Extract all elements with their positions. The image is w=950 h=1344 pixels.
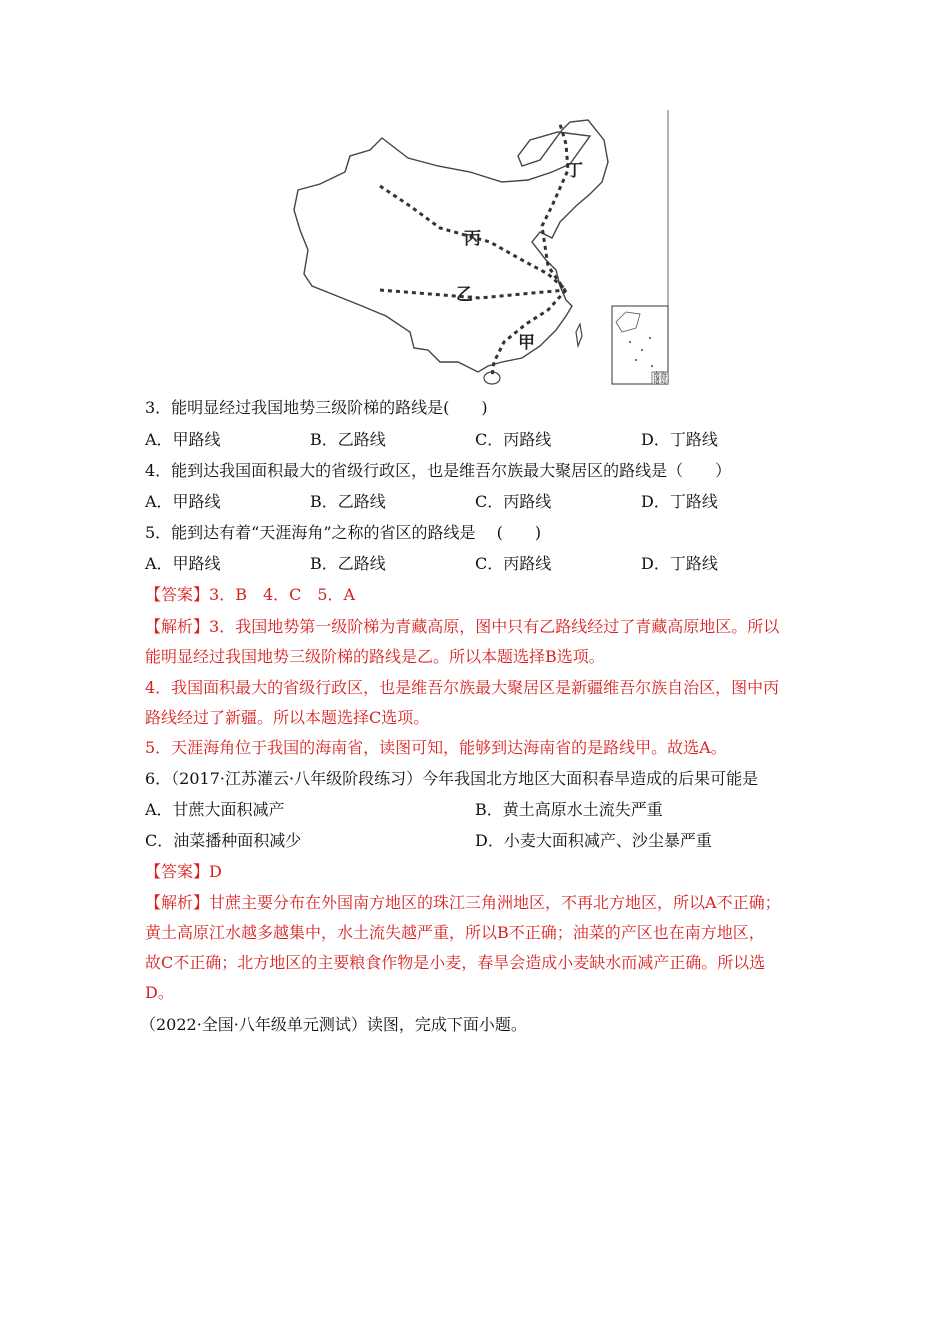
q3-stem: 3．能明显经过我国地势三级阶梯的路线是( )	[145, 398, 488, 417]
q4-option-d: D．丁路线	[641, 492, 718, 511]
route-label-yi: 乙	[456, 285, 473, 305]
analysis-tag: 【解析】	[145, 617, 210, 636]
inset-label-2: 诸岛	[653, 377, 667, 385]
analysis-2-line-1: 【解析】甘蔗主要分布在外国南方地区的珠江三角洲地区，不再北方地区，所以A不正确；	[145, 893, 781, 912]
china-routes-map	[290, 110, 680, 392]
q3-option-b: B．乙路线	[310, 430, 386, 449]
analysis-1-line-5: 5．天涯海角位于我国的海南省，读图可知，能够到达海南省的是路线甲。故选A。	[145, 738, 727, 757]
route-ding	[542, 124, 568, 292]
q5-option-b: B．乙路线	[310, 554, 386, 573]
analysis-2-line-3: 故C不正确；北方地区的主要粮食作物是小麦，春旱会造成小麦缺水而减产正确。所以选	[145, 953, 766, 972]
answer-tag: 【答案】	[145, 585, 210, 604]
answer-tag: 【答案】	[145, 862, 210, 881]
analysis-1-line-3: 4．我国面积最大的省级行政区，也是维吾尔族最大聚居区是新疆维吾尔族自治区，图中丙	[145, 678, 780, 697]
route-label-jia: 甲	[518, 333, 535, 353]
q4-option-c: C．丙路线	[475, 492, 552, 511]
inset-label-1: 南海	[653, 371, 667, 379]
china-outline	[294, 120, 608, 372]
q3-option-d: D．丁路线	[641, 430, 718, 449]
south-sea-inset	[612, 306, 668, 385]
next-section-prompt: （2022·全国·八年级单元测试）读图，完成下面小题。	[140, 1015, 527, 1034]
q3-option-c: C．丙路线	[475, 430, 552, 449]
analysis-1-line-1: 【解析】3．我国地势第一级阶梯为青藏高原，图中只有乙路线经过了青藏高原地区。所以	[145, 617, 780, 636]
analysis-2-line-4: D。	[145, 983, 174, 1002]
route-label-ding: 丁	[566, 161, 583, 181]
q3-option-a: A．甲路线	[145, 430, 221, 449]
analysis-2-line-2: 黄土高原江水越多越集中，水土流失越严重，所以B不正确；油菜的产区也在南方地区，	[145, 923, 765, 942]
q4-option-a: A．甲路线	[145, 492, 221, 511]
q6-option-a: A．甘蔗大面积减产	[145, 800, 285, 819]
analysis-1-line-4: 路线经过了新疆。所以本题选择C选项。	[145, 708, 430, 727]
q5-option-c: C．丙路线	[475, 554, 552, 573]
analysis-tag: 【解析】	[145, 893, 210, 912]
analysis-1-line-2: 能明显经过我国地势三级阶梯的路线是乙。所以本题选择B选项。	[145, 647, 605, 666]
q6-option-b: B．黄土高原水土流失严重	[475, 800, 663, 819]
taiwan-outline	[576, 324, 582, 346]
q5-stem: 5．能到达有着“天涯海角”之称的省区的路线是 ( )	[145, 523, 542, 542]
route-yi	[380, 290, 566, 298]
answer-text: D	[209, 862, 222, 881]
route-label-bing: 丙	[464, 229, 481, 249]
q6-option-c: C．油菜播种面积减少	[145, 831, 302, 850]
q4-stem: 4．能到达我国面积最大的省级行政区，也是维吾尔族最大聚居区的路线是（ ）	[145, 461, 732, 480]
answer-block-2	[145, 862, 222, 882]
answer-text: 3．B 4．C 5．A	[209, 585, 356, 604]
answer-block-1	[145, 585, 355, 605]
q5-option-a: A．甲路线	[145, 554, 221, 573]
q6-option-d: D．小麦大面积减产、沙尘暴严重	[475, 831, 712, 850]
q4-option-b: B．乙路线	[310, 492, 386, 511]
q5-option-d: D．丁路线	[641, 554, 718, 573]
q6-stem: 6．（2017·江苏灌云·八年级阶段练习）今年我国北方地区大面积春旱造成的后果可能是	[145, 769, 759, 788]
